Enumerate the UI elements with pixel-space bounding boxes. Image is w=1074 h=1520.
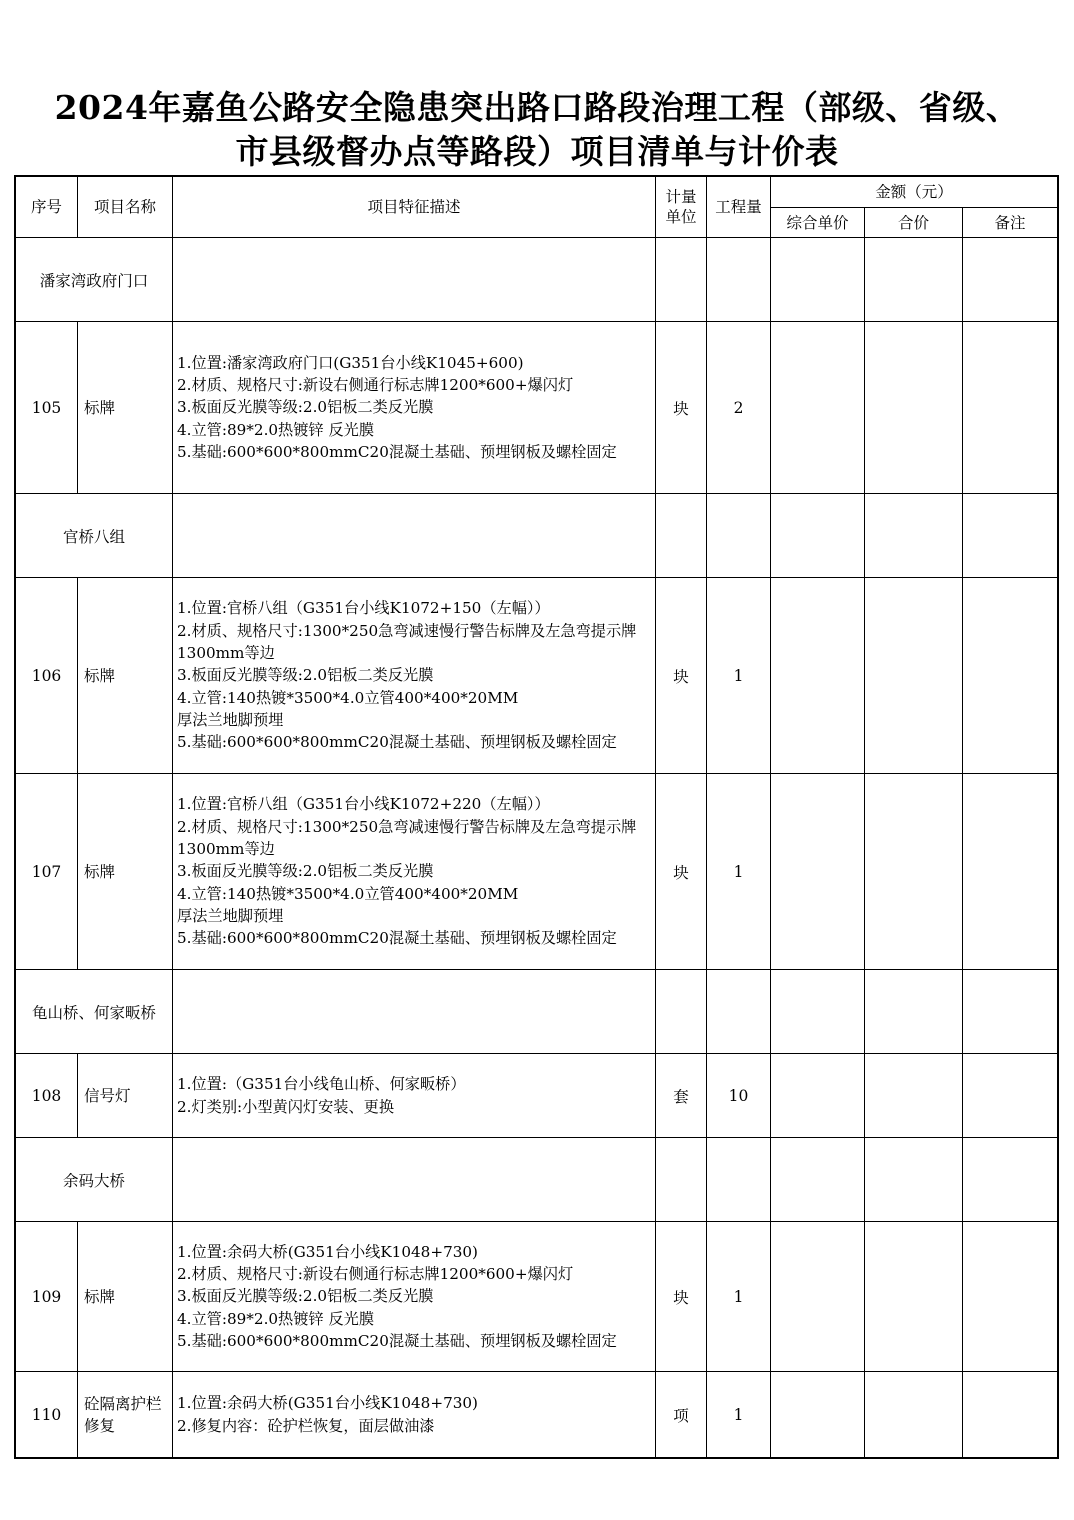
title-line-1: 2024年嘉鱼公路安全隐患突出路口路段治理工程（部级、省级、 [54,88,1020,127]
header-total: 合价 [865,208,963,238]
quantity-cell: 2 [707,322,771,494]
unit-price-cell [771,1222,865,1372]
remark-cell [963,322,1058,494]
item-name-cell: 标牌 [78,322,173,494]
quantity-cell [707,970,771,1054]
unit-cell: 项 [656,1372,707,1458]
header-row-1 [16,177,1058,208]
total-cell [865,970,963,1054]
header-unit: 计量 单位 [656,177,707,238]
header-description: 项目特征描述 [173,177,656,238]
section-row [16,494,1058,578]
remark-cell [963,494,1058,578]
quantity-cell: 1 [707,1222,771,1372]
unit-cell [656,970,707,1054]
section-name: 官桥八组 [16,494,173,578]
table-row [16,578,1058,774]
unit-cell: 块 [656,1222,707,1372]
description-cell: 1.位置:余码大桥(G351台小线K1048+730) 2.修复内容：砼护栏恢复，面层做油漆 [173,1372,656,1458]
remark-cell [963,1138,1058,1222]
description-cell [173,238,656,322]
total-cell [865,1054,963,1138]
total-cell [865,1138,963,1222]
table-row [16,1222,1058,1372]
unit-cell: 块 [656,774,707,970]
quantity-cell: 1 [707,578,771,774]
description-cell: 1.位置:余码大桥(G351台小线K1048+730) 2.材质、规格尺寸:新设右侧通行标志牌1200*600+爆闪灯 3.板面反光膜等级:2.0铝板二类反光膜 4.立管:89*2.0热镀锌 反光膜 5.基础:600*600*800mmC20混凝土基础、预埋钢板及螺栓固定 [173,1222,656,1372]
header-unit-price: 综合单价 [771,208,865,238]
item-name-cell: 标牌 [78,774,173,970]
remark-cell [963,774,1058,970]
bill-of-quantities-table [15,176,1058,1458]
unit-price-cell [771,238,865,322]
unit-price-cell [771,1054,865,1138]
total-cell [865,322,963,494]
description-cell [173,1138,656,1222]
seq-cell: 105 [16,322,78,494]
unit-cell: 套 [656,1054,707,1138]
header-remark: 备注 [963,208,1058,238]
table-row [16,322,1058,494]
total-cell [865,774,963,970]
item-name-cell: 标牌 [78,578,173,774]
unit-price-cell [771,970,865,1054]
remark-cell [963,578,1058,774]
description-cell [173,970,656,1054]
unit-price-cell [771,578,865,774]
table-body [16,177,1058,1458]
table-row [16,774,1058,970]
remark-cell [963,1054,1058,1138]
seq-cell: 107 [16,774,78,970]
remark-cell [963,1372,1058,1458]
unit-price-cell [771,1138,865,1222]
description-cell: 1.位置:官桥八组（G351台小线K1072+150（左幅）） 2.材质、规格尺寸:1300*250急弯减速慢行警告标牌及左急弯提示牌1300mm等边 3.板面反光膜等级:2.0铝板二类反光膜 4.立管:140热镀*3500*4.0立管400*400*20MM 厚法兰地脚预埋 5.基础:600*600*800mmC20混凝土基础、预埋钢板及螺栓固定 [173,578,656,774]
unit-cell [656,1138,707,1222]
unit-price-cell [771,494,865,578]
item-name-cell: 砼隔离护栏修复 [78,1372,173,1458]
header-seq: 序号 [16,177,78,238]
quantity-cell [707,1138,771,1222]
total-cell [865,1222,963,1372]
description-cell [173,494,656,578]
section-row [16,1138,1058,1222]
table-row [16,1054,1058,1138]
seq-cell: 106 [16,578,78,774]
quantity-cell [707,494,771,578]
total-cell [865,1372,963,1458]
unit-cell [656,238,707,322]
total-cell [865,494,963,578]
section-row [16,238,1058,322]
remark-cell [963,1222,1058,1372]
unit-price-cell [771,322,865,494]
unit-cell: 块 [656,322,707,494]
remark-cell [963,970,1058,1054]
unit-price-cell [771,1372,865,1458]
section-name: 余码大桥 [16,1138,173,1222]
section-name: 龟山桥、何家畈桥 [16,970,173,1054]
quantity-cell [707,238,771,322]
seq-cell: 108 [16,1054,78,1138]
unit-cell [656,494,707,578]
total-cell [865,578,963,774]
page-title [0,86,1074,174]
section-name: 潘家湾政府门口 [16,238,173,322]
section-row [16,970,1058,1054]
description-cell: 1.位置:潘家湾政府门口(G351台小线K1045+600) 2.材质、规格尺寸:新设右侧通行标志牌1200*600+爆闪灯 3.板面反光膜等级:2.0铝板二类反光膜 4.立管:89*2.0热镀锌 反光膜 5.基础:600*600*800mmC20混凝土基础、预埋钢板及螺栓固定 [173,322,656,494]
header-item-name: 项目名称 [78,177,173,238]
item-name-cell: 标牌 [78,1222,173,1372]
item-name-cell: 信号灯 [78,1054,173,1138]
header-quantity: 工程量 [707,177,771,238]
quantity-cell: 1 [707,1372,771,1458]
unit-cell: 块 [656,578,707,774]
description-cell: 1.位置:（G351台小线龟山桥、何家畈桥） 2.灯类别:小型黄闪灯安装、更换 [173,1054,656,1138]
total-cell [865,238,963,322]
header-amount-group: 金额（元） [771,177,1058,208]
seq-cell: 110 [16,1372,78,1458]
seq-cell: 109 [16,1222,78,1372]
table-row [16,1372,1058,1458]
title-line-2: 市县级督办点等路段）项目清单与计价表 [235,132,839,171]
quantity-cell: 10 [707,1054,771,1138]
description-cell: 1.位置:官桥八组（G351台小线K1072+220（左幅）） 2.材质、规格尺寸:1300*250急弯减速慢行警告标牌及左急弯提示牌1300mm等边 3.板面反光膜等级:2.0铝板二类反光膜 4.立管:140热镀*3500*4.0立管400*400*20MM 厚法兰地脚预埋 5.基础:600*600*800mmC20混凝土基础、预埋钢板及螺栓固定 [173,774,656,970]
unit-price-cell [771,774,865,970]
remark-cell [963,238,1058,322]
quantity-cell: 1 [707,774,771,970]
